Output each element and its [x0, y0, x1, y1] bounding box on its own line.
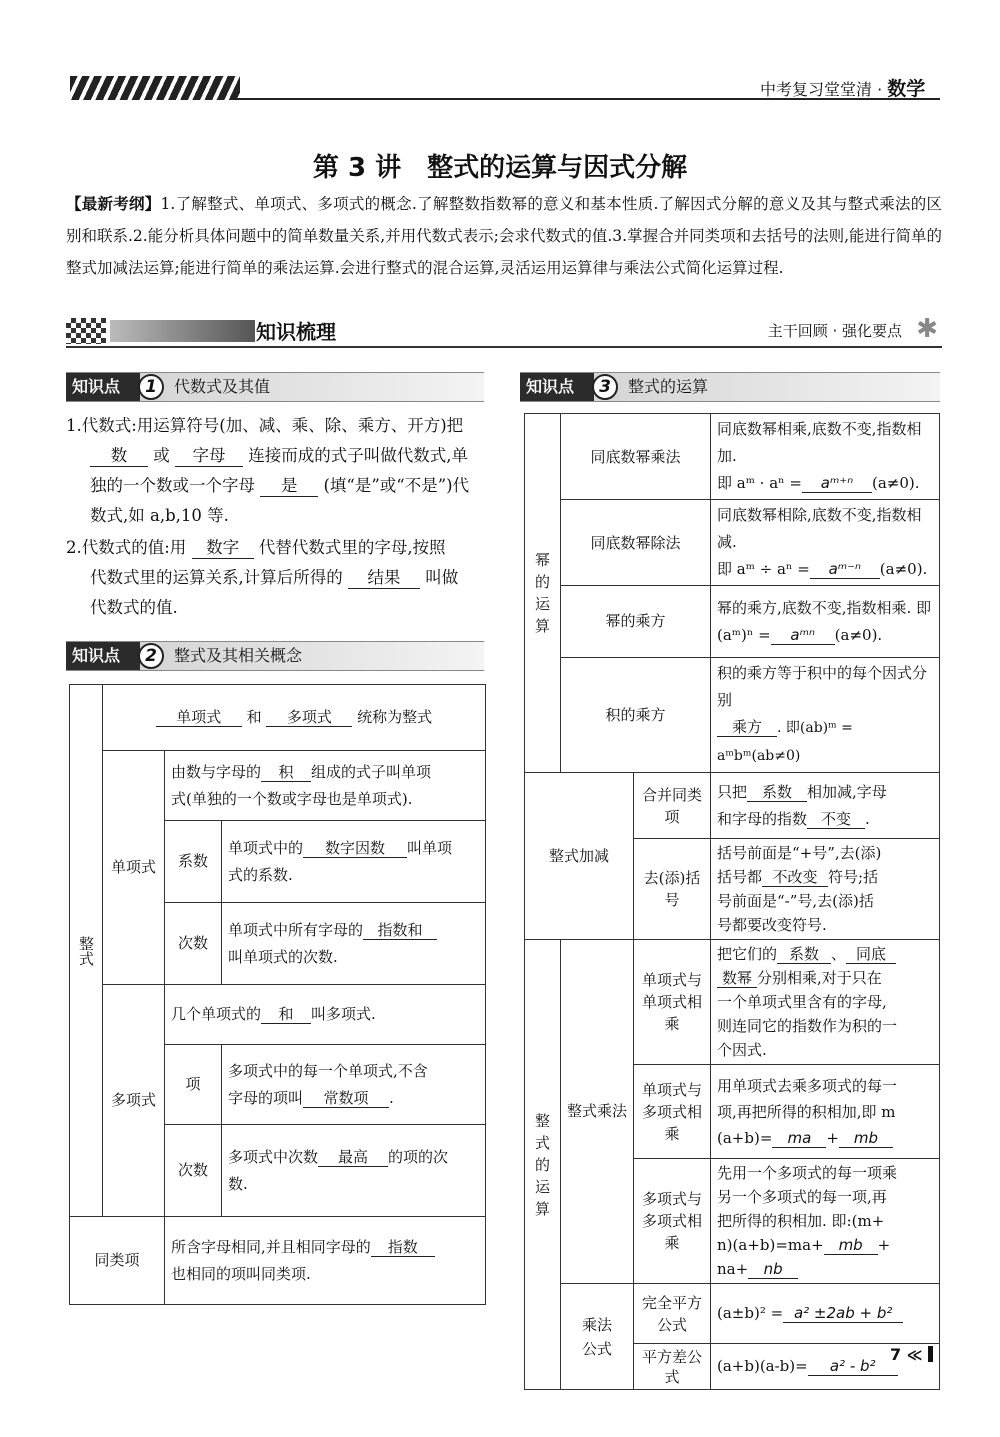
kp1-label: 知识点 — [66, 373, 140, 401]
header-series: 中考复习堂堂清 · 数学 — [760, 78, 926, 100]
answer-r11: a² - b² — [808, 1358, 898, 1376]
r3-def: 幂的乘方,底数不变,指数相乘. 即 (aᵐ)ⁿ = aᵐⁿ (a≠0). — [711, 586, 940, 658]
kp2-table — [69, 684, 486, 1305]
answer-zhishu: 指数 — [371, 1239, 435, 1257]
answer-changshuxiang: 常数项 — [303, 1090, 389, 1108]
kp3-table — [524, 413, 940, 1390]
dxs-cell: 单项式 — [103, 751, 165, 985]
tlx-def: 所含字母相同,并且相同字母的 指数 也相同的项叫同类项. — [165, 1217, 486, 1305]
kp1-bar — [66, 372, 484, 402]
cf-group: 整式乘法 — [561, 940, 634, 1284]
answer-he: 和 — [261, 1006, 311, 1024]
syllabus-text: 1.了解整式、单项式、多项式的概念.了解整数指数幂的意义和基本性质.了解因式分解的意义及其与整式乘法的区别和联系.2.能分析具体问题中的简单数量关系,并用代数式表示;会求代数式的值.3.掌握合并同类项和去括号的法则,能进行简单的整式加减法运算;能进行简单的乘法运算.会进行整式的混合运算,灵活运用运算律与乘法公式简化运算过程. — [66, 195, 943, 277]
jj-group: 整式加减 — [525, 773, 634, 940]
answer-shuzi: 数字 — [192, 539, 254, 559]
answer-r1: aᵐ⁺ⁿ — [802, 475, 872, 493]
r1-name: 同底数幂乘法 — [561, 414, 711, 500]
answer-r9b: nb — [748, 1261, 798, 1279]
answer-duoxiangshi: 多项式 — [266, 709, 352, 727]
answer-r10: a² ±2ab + b² — [783, 1305, 903, 1323]
r6-name: 去(添)括号 — [634, 839, 711, 940]
r6-def: 括号前面是“+号”,去(添) 括号都 不改变 符号;括 号前面是“-”号,去(添)括 号都要改变符号. — [711, 839, 940, 940]
answer-r7c: 数幂 — [717, 970, 757, 988]
r2-def: 同底数幂相除,底数不变,指数相减. 即 aᵐ ÷ aⁿ = aᵐ⁻ⁿ (a≠0). — [711, 500, 940, 586]
xishu-cell: 系数 — [165, 821, 222, 903]
answer-r5a: 系数 — [747, 784, 807, 802]
double-chevron-left-icon: ≪ — [906, 1346, 923, 1364]
answer-r4: 乘方 — [717, 719, 777, 737]
kp1-number: 1 — [138, 374, 164, 400]
zhengshi-def: 单项式 和 多项式 统称为整式 — [103, 685, 486, 751]
r10-name: 完全平方公式 — [634, 1284, 711, 1344]
answer-zhishuhe: 指数和 — [363, 922, 437, 940]
answer-r8b: mb — [839, 1130, 893, 1148]
answer-r7b: 同底 — [846, 946, 896, 964]
r2-name: 同底数幂除法 — [561, 500, 711, 586]
r7-name: 单项式与单项式相乘 — [634, 940, 711, 1065]
kp3-title: 整式的运算 — [628, 377, 709, 396]
gs-group: 乘法公式 — [561, 1284, 634, 1390]
kp3-bar — [520, 372, 940, 402]
answer-r2: aᵐ⁻ⁿ — [810, 561, 880, 579]
kp2-title: 整式及其相关概念 — [174, 646, 303, 665]
r3-name: 幂的乘方 — [561, 586, 711, 658]
kp1-title: 代数式及其值 — [174, 377, 271, 396]
banner-grid-icon — [66, 318, 106, 344]
syllabus-label: 【最新考纲】 — [66, 195, 161, 213]
r5-name: 合并同类项 — [634, 773, 711, 839]
answer-zimu: 字母 — [175, 447, 243, 467]
answer-r9a: mb — [824, 1237, 878, 1255]
zs-group: 整式的运算 — [525, 940, 561, 1390]
dxs-def: 由数与字母的 积 组成的式子叫单项 式(单独的一个数或字母也是单项式). — [165, 751, 486, 821]
r11-name: 平方差公式 — [634, 1344, 711, 1390]
answer-zuigao: 最高 — [318, 1149, 388, 1167]
answer-shi: 是 — [260, 477, 318, 497]
r1-def: 同底数幂相乘,底数不变,指数相加. 即 aᵐ · aⁿ = aᵐ⁺ⁿ (a≠0). — [711, 414, 940, 500]
answer-r3: aᵐⁿ — [771, 627, 835, 645]
r5-def: 只把 系数 相加减,字母 和字母的指数 不变 . — [711, 773, 940, 839]
r11-def: (a+b)(a-b)= a² - b² — [711, 1344, 940, 1390]
zhengshi-cell: 整式 — [70, 685, 103, 1217]
answer-shuziyinshu: 数字因数 — [303, 840, 407, 858]
dxs2-def: 几个单项式的 和 叫多项式. — [165, 985, 486, 1045]
kp2-number: 2 — [138, 643, 164, 669]
cishu2-def: 多项式中次数 最高 的项的次 数. — [222, 1125, 486, 1217]
r8-name: 单项式与多项式相乘 — [634, 1065, 711, 1159]
cishu2-cell: 次数 — [165, 1125, 222, 1217]
answer-danxiangshi: 单项式 — [156, 709, 242, 727]
page-number: 7 ≪ — [890, 1345, 933, 1364]
r10-def: (a±b)² = a² ±2ab + b² — [711, 1284, 940, 1344]
kp3-label: 知识点 — [520, 373, 594, 401]
header-stripes — [70, 76, 240, 100]
answer-jieguo: 结果 — [348, 569, 420, 589]
answer-r8a: ma — [772, 1130, 826, 1148]
kp2-bar — [66, 641, 484, 671]
kp2-label: 知识点 — [66, 642, 140, 670]
answer-r7a: 系数 — [777, 946, 831, 964]
r8-def: 用单项式去乘多项式的每一 项,再把所得的积相加,即 m (a+b)= ma + mb — [711, 1065, 940, 1159]
xishu-def: 单项式中的 数字因数 叫单项 式的系数. — [222, 821, 486, 903]
r9-def: 先用一个多项式的每一项乘 另一个多项式的每一项,再 把所得的积相加. 即:(m+ n)(a+b)=ma+ mb + na+ nb — [711, 1159, 940, 1284]
mi-group: 幂的运算 — [525, 414, 561, 773]
tlx-cell: 同类项 — [70, 1217, 165, 1305]
r4-def: 积的乘方等于积中的每个因式分别 乘方 . 即(ab)ᵐ = aᵐbᵐ(ab≠0) — [711, 658, 940, 773]
r7-def: 把它们的 系数 、 同底 数幂 分别相乘,对于只在 一个单项式里含有的字母, 则连同它的指数作为积的一 个因式. — [711, 940, 940, 1065]
answer-ji: 积 — [261, 764, 311, 782]
section-banner — [66, 314, 942, 348]
star-icon: ✱ — [916, 314, 938, 344]
section-subtitle: 主干回顾 · 强化要点 — [767, 322, 902, 340]
section-title: 知识梳理 — [256, 320, 336, 344]
lesson-title: 第 3 讲 整式的运算与因式分解 — [312, 153, 688, 183]
answer-r6: 不改变 — [762, 869, 828, 887]
answer-r5b: 不变 — [807, 811, 865, 829]
page-bar — [928, 1346, 933, 1362]
answer-shu: 数 — [90, 447, 148, 467]
cishu-cell: 次数 — [165, 903, 222, 985]
cishu-def: 单项式中所有字母的 指数和 叫单项式的次数. — [222, 903, 486, 985]
dxs2-cell: 多项式 — [103, 985, 165, 1217]
r9-name: 多项式与多项式相乘 — [634, 1159, 711, 1284]
xiang-cell: 项 — [165, 1045, 222, 1125]
syllabus — [66, 188, 942, 284]
kp3-number: 3 — [592, 374, 618, 400]
kp1-item1: 1.代数式:用运算符号(加、减、乘、除、乘方、开方)把 数 或 字母 连接而成的式子叫做代数式,单 独的一个数或一个字母 是 (填“是”或“不是”)代 数式,如 a,b,10 等. 2.代数式的值:用 数字 代替代数式里的字母,按照 代数式里的运算关系,计算后所得的 结果 叫做 代数式的值. — [66, 416, 470, 617]
xiang-def: 多项式中的每一个单项式,不含 字母的项叫 常数项 . — [222, 1045, 486, 1125]
r4-name: 积的乘方 — [561, 658, 711, 773]
